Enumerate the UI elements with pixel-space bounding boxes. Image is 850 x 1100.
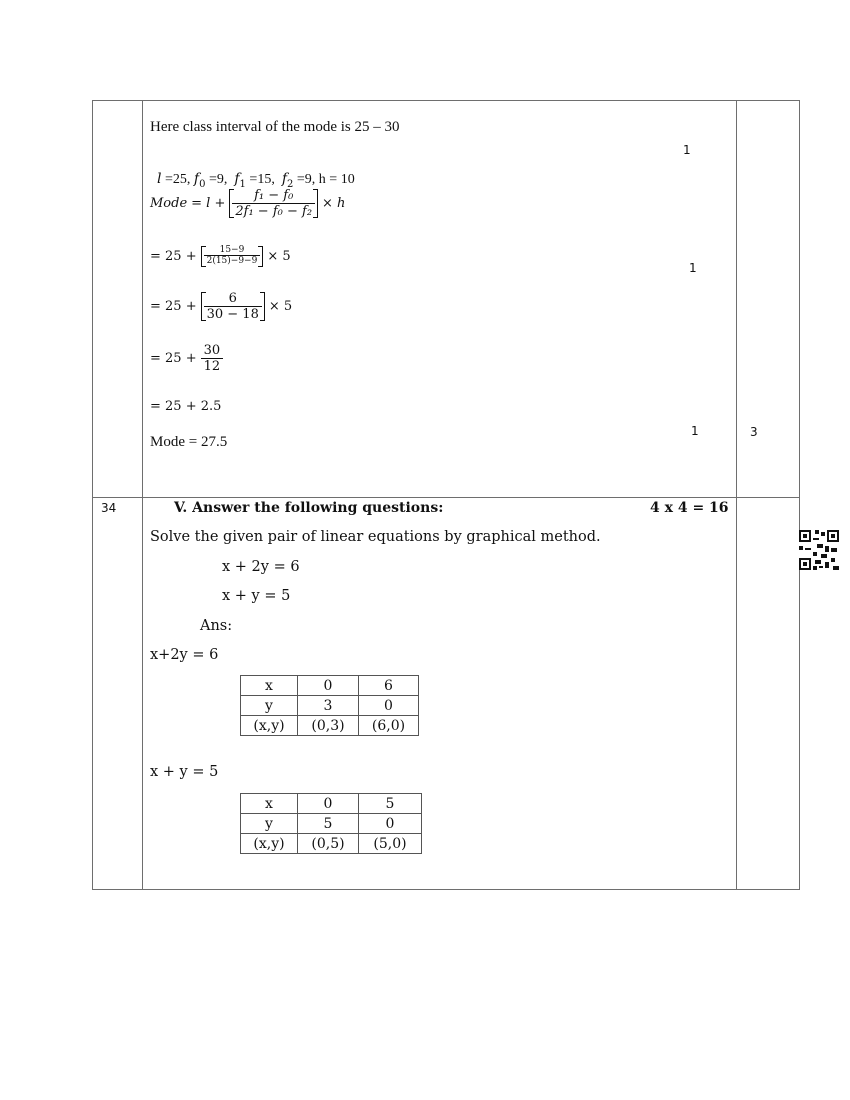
step2-prefix: = 25 + bbox=[150, 299, 197, 315]
equation-1-heading: x+2y = 6 bbox=[150, 647, 219, 663]
given-f2-subscript: 2 bbox=[287, 178, 294, 190]
given-values bbox=[150, 155, 355, 190]
table-cell: (0,3) bbox=[298, 716, 359, 736]
col-divider-2 bbox=[736, 100, 737, 890]
equation-1: x + 2y = 6 bbox=[222, 559, 300, 575]
equation-2: x + y = 5 bbox=[222, 588, 291, 604]
step1-bracket bbox=[201, 246, 264, 267]
step1-tail: × 5 bbox=[267, 248, 291, 264]
table-cell: 0 bbox=[359, 814, 422, 834]
given-f1-value: =15, bbox=[245, 172, 282, 187]
formula-tail: × h bbox=[322, 196, 346, 212]
frame-left bbox=[92, 100, 93, 890]
col-divider-1 bbox=[142, 100, 143, 890]
given-f2-value: =9, bbox=[293, 172, 319, 187]
table-row bbox=[241, 814, 422, 834]
mode-result: Mode = 27.5 bbox=[150, 434, 228, 450]
given-l-value: =25, bbox=[161, 172, 194, 187]
table-cell: 0 bbox=[298, 794, 359, 814]
table-cell: (5,0) bbox=[359, 834, 422, 854]
table-cell: 5 bbox=[298, 814, 359, 834]
frame-top bbox=[92, 100, 800, 101]
table-cell: (0,5) bbox=[298, 834, 359, 854]
question-text: Solve the given pair of linear equations by graphical method. bbox=[150, 529, 601, 545]
fraction-step bbox=[150, 344, 223, 373]
formula-eq: = l + bbox=[191, 196, 226, 212]
mark-1: 1 bbox=[683, 143, 691, 157]
table-row bbox=[241, 716, 419, 736]
table-cell: x bbox=[241, 794, 298, 814]
equation-2-heading: x + y = 5 bbox=[150, 764, 219, 780]
step1-numerator: 15−9 bbox=[219, 245, 245, 255]
given-f2-symbol: f bbox=[281, 171, 288, 187]
table-row bbox=[241, 696, 419, 716]
table-cell: 6 bbox=[359, 676, 419, 696]
question-number: 34 bbox=[101, 501, 117, 515]
step2-numerator: 6 bbox=[228, 291, 237, 306]
table-cell: (x,y) bbox=[241, 716, 298, 736]
step1-prefix: = 25 + bbox=[150, 248, 197, 264]
step1-denominator: 2(15)−9−9 bbox=[204, 255, 261, 266]
table-cell: y bbox=[241, 696, 298, 716]
given-f1-subscript: 1 bbox=[239, 178, 246, 190]
given-h: h = 10 bbox=[318, 172, 355, 187]
given-f0-value: =9, bbox=[205, 172, 235, 187]
step3-denominator: 12 bbox=[201, 358, 224, 374]
step2-denominator: 30 − 18 bbox=[204, 306, 262, 322]
given-l-symbol: l bbox=[157, 171, 162, 187]
formula-numerator: f₁ − f₀ bbox=[254, 188, 294, 203]
table-cell: (6,0) bbox=[359, 716, 419, 736]
given-f0-symbol: f bbox=[193, 171, 200, 187]
step2-bracket bbox=[201, 292, 265, 321]
frame-right bbox=[799, 100, 800, 890]
table-cell: 5 bbox=[359, 794, 422, 814]
row-divider bbox=[92, 497, 800, 498]
table-row bbox=[241, 676, 419, 696]
frame-bottom bbox=[92, 889, 800, 890]
mode-class-interval: Here class interval of the mode is 25 – 30 bbox=[150, 119, 400, 135]
table-row bbox=[241, 794, 422, 814]
substitution-step bbox=[150, 246, 291, 267]
values-table-2 bbox=[240, 793, 422, 854]
table-cell: y bbox=[241, 814, 298, 834]
table-cell: x bbox=[241, 676, 298, 696]
simplify-step bbox=[150, 292, 292, 321]
step3-numerator: 30 bbox=[203, 343, 221, 358]
mark-3: 1 bbox=[691, 424, 699, 438]
total-marks: 3 bbox=[750, 425, 758, 439]
table-cell: 0 bbox=[359, 696, 419, 716]
formula-lhs: Mode bbox=[150, 196, 188, 212]
given-f1-symbol: f bbox=[234, 171, 240, 187]
values-table-1 bbox=[240, 675, 419, 736]
step2-tail: × 5 bbox=[268, 299, 293, 315]
answer-label: Ans: bbox=[200, 618, 233, 634]
table-cell: 3 bbox=[298, 696, 359, 716]
table-cell: (x,y) bbox=[241, 834, 298, 854]
table-cell: 0 bbox=[298, 676, 359, 696]
formula-bracket bbox=[229, 189, 318, 218]
section-marks: 4 x 4 = 16 bbox=[650, 500, 729, 516]
formula-denominator: 2f₁ − f₀ − f₂ bbox=[232, 203, 315, 219]
table-row bbox=[241, 834, 422, 854]
section-heading: V. Answer the following questions: bbox=[174, 500, 444, 516]
qr-code-icon bbox=[799, 530, 839, 570]
sum-step: = 25 + 2.5 bbox=[150, 399, 222, 414]
mark-2: 1 bbox=[689, 261, 697, 275]
step3-prefix: = 25 + bbox=[150, 351, 197, 367]
given-f0-subscript: 0 bbox=[199, 178, 206, 190]
mode-formula bbox=[150, 189, 345, 218]
